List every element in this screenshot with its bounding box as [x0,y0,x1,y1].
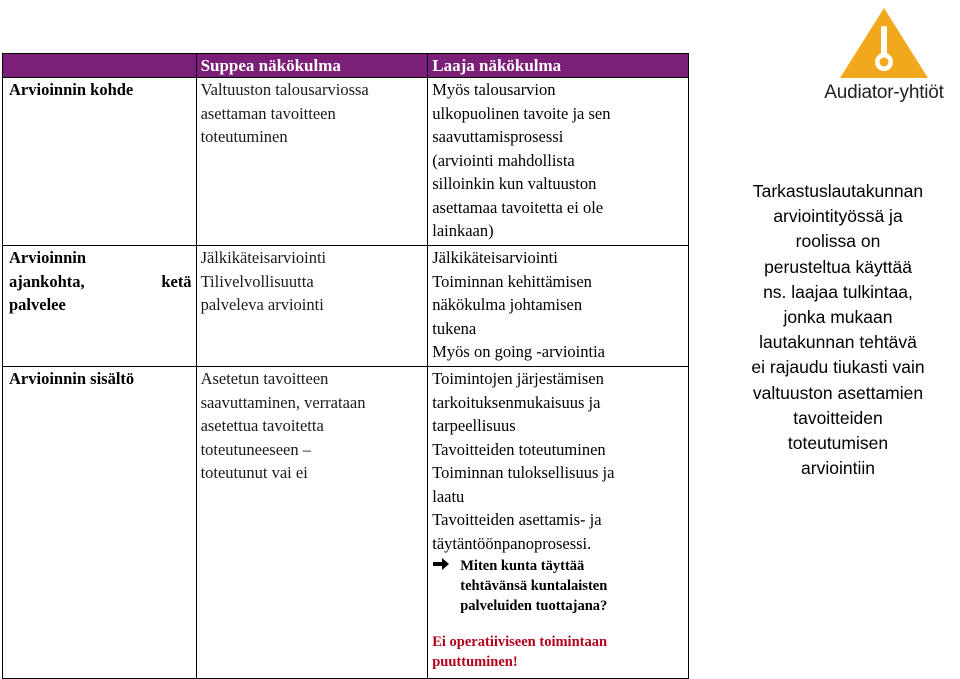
evaluation-table [2,53,689,679]
table-row [3,367,689,679]
warning-text: Ei operatiiviseen toimintaan puuttuminen! [432,634,608,670]
table-row [3,78,689,246]
broad-sisalto-cell: Toimintojen järjestämisen tarkoituksenmukaisuus ja tarpeellisuus Tavoitteiden toteutuminen Toiminnan tuloksellisuus ja laatu Tavoitteiden asettamis- ja täytäntöönpanoprosessi. Miten kunta täyttää tehtävänsä kuntalaisten palveluiden tuottajana? Ei operatiiviseen toimintaan puuttuminen! [428,367,689,679]
row-label-sisalto: Arvioinnin sisältö [3,367,197,679]
narrow-ajankohta-cell: Jälkikäteisarviointi Tilivelvollisuutta palveleva arviointi [196,246,428,367]
question-block: Miten kunta täyttää tehtävänsä kuntalaisten palveluiden tuottajana? [432,556,684,616]
header-empty-cell [3,54,197,78]
table-header-row [3,54,689,78]
logo-text: Audiator-yhtiöt [824,82,944,103]
narrow-kohde-cell: Valtuuston talousarviossa asettaman tavoitteen toteutuminen [196,78,428,246]
table-row [3,246,689,367]
side-note: Tarkastuslautakunnan arviointityössä ja roolissa on perusteltua käyttää ns. laajaa tulkintaa, jonka mukaan lautakunnan tehtävä ei rajaudu tiukasti vain valtuuston asettamien tavoitteiden toteutumisen arviointiin [751,181,925,479]
broad-kohde-cell: Myös talousarvion ulkopuolinen tavoite ja sen saavuttamisprosessi (arviointi mahdollista silloinkin kun valtuuston asettamaa tavoitetta ei ole lainkaan) [428,78,689,246]
broad-ajankohta-cell: Jälkikäteisarviointi Toiminnan kehittämisen näkökulma johtamisen tukena Myös on going -arviointia [428,246,689,367]
audiator-triangle-logo-icon [838,6,930,80]
header-narrow-view: Suppea näkökulma [196,54,428,78]
arrow-right-icon [432,556,460,616]
row-label-kohde: Arvioinnin kohde [3,78,197,246]
narrow-sisalto-cell: Asetetun tavoitteen saavuttaminen, verrataan asetettua tavoitetta toteutuneeseen – toteutunut vai ei [196,367,428,679]
row-label-ajankohta: Arvioinnin ajankohta, ketä palvelee [3,246,197,367]
header-broad-view: Laaja näkökulma [428,54,689,78]
